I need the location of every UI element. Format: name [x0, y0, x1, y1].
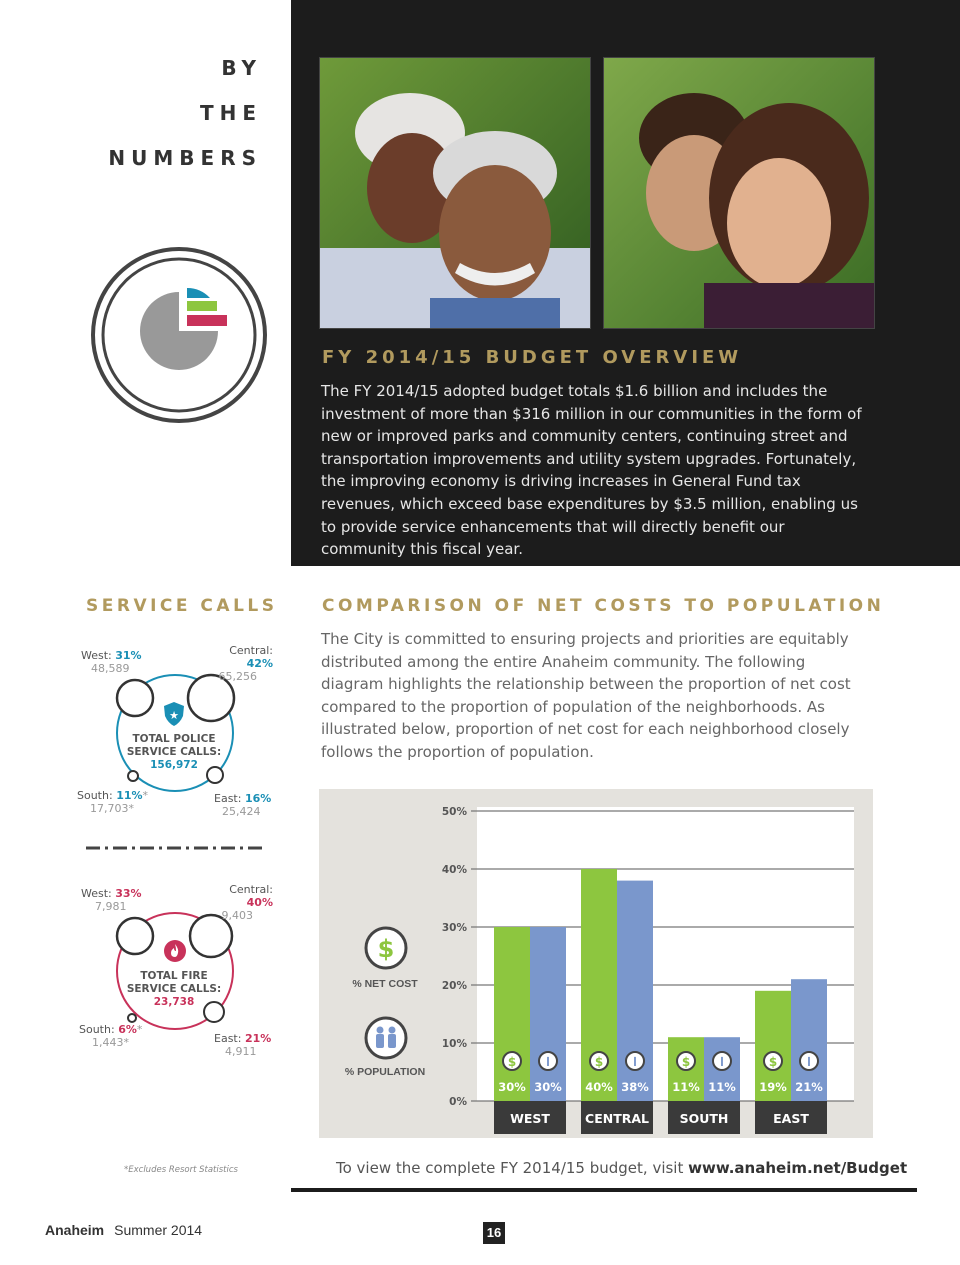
fire-south-star: *	[136, 1023, 143, 1036]
cta-text: To view the complete FY 2014/15 budget, visit	[336, 1159, 689, 1177]
fire-total	[118, 970, 230, 1009]
fire-east-num: 4,911	[225, 1045, 257, 1058]
fire-central-pct: 40%	[246, 896, 273, 909]
pie-chart-badge-icon	[88, 244, 270, 426]
mini-icon-glyph: $	[594, 1055, 604, 1069]
mini-icon-glyph: $	[507, 1055, 517, 1069]
fire-east-pct: 21%	[244, 1032, 272, 1045]
footer-brand: Anaheim	[45, 1222, 105, 1238]
fire-total-line1: TOTAL FIRE	[140, 970, 208, 982]
police-west-num: 48,589	[91, 662, 130, 675]
comparison-body: The City is committed to ensuring projects and priorities are equitably distributed among the entire Anaheim community. The following diagram highlights the relationship between the proportion of net cost compared to the proportion of population of the neighborhoods. As illustrated below, proportion of net cost for each neighborhood closely follows the proportion of population.	[321, 630, 851, 761]
fire-total-value: 23,738	[153, 996, 195, 1008]
fire-east-label: East:	[214, 1032, 242, 1045]
y-tick-label: 20%	[441, 980, 467, 992]
bar-value-label: 30%	[498, 1080, 526, 1094]
overview-body: The FY 2014/15 adopted budget totals $1.6 billion and includes the investment of more than $316 million in our communities in the form of new or improved parks and community centers, continuing street and transportation improvements and utility system upgrades. Fortunately, the improving economy is driving increases in General Fund tax revenues, which exceed base expenditures by $3.5 million, enabling us to provide service enhancements that will directly benefit our community this fiscal year.	[321, 382, 862, 559]
police-west-pct: 31%	[115, 649, 142, 662]
service-calls-title: SERVICE CALLS	[86, 596, 278, 616]
police-shield-icon	[163, 701, 185, 727]
net-cost-bar-chart	[319, 789, 873, 1138]
bar-value-label: 11%	[672, 1080, 700, 1094]
mini-icon-glyph: $	[681, 1055, 691, 1069]
fire-south-label: South:	[79, 1023, 115, 1036]
legend-population: % POPULATION	[344, 1066, 426, 1078]
page-number: 16	[483, 1222, 505, 1244]
x-category-label: SOUTH	[679, 1111, 729, 1126]
police-south-num: 17,703*	[90, 802, 134, 815]
footer-rule	[291, 1188, 917, 1192]
bar	[494, 927, 530, 1101]
seniors-photo	[319, 57, 591, 329]
header-numbers: NUMBERS	[108, 146, 262, 170]
fire-south	[79, 1023, 142, 1049]
svg-text:★: ★	[169, 709, 179, 722]
fire-west	[81, 887, 142, 913]
fire-central-label: Central:	[229, 883, 273, 896]
bar-value-label: 30%	[534, 1080, 562, 1094]
police-south-pct: 11%	[116, 789, 143, 802]
fire-icon	[163, 939, 187, 963]
fire-west-label: West:	[81, 887, 112, 900]
y-tick-label: 50%	[441, 806, 467, 818]
mini-icon-glyph: ꟾ	[546, 1058, 550, 1069]
fire-west-pct: 33%	[115, 887, 142, 900]
y-tick-label: 30%	[441, 922, 467, 934]
bar-value-label: 21%	[795, 1080, 823, 1094]
police-total-line2: SERVICE CALLS:	[126, 746, 222, 758]
footer-issue: Summer 2014	[114, 1222, 203, 1238]
dash-divider	[86, 845, 264, 851]
police-east-num: 25,424	[222, 805, 261, 818]
overview-title: FY 2014/15 BUDGET OVERVIEW	[322, 347, 743, 368]
fire-south-pct: 6%	[118, 1023, 137, 1036]
fire-west-num: 7,981	[95, 900, 127, 913]
mini-icon-glyph: ꟾ	[720, 1058, 724, 1069]
police-east-pct: 16%	[244, 792, 272, 805]
y-tick-label: 0%	[449, 1096, 467, 1108]
x-category-label: CENTRAL	[585, 1111, 649, 1126]
police-total-value: 156,972	[150, 759, 198, 771]
x-category-label: EAST	[773, 1111, 809, 1126]
bar	[530, 927, 566, 1101]
budget-link-line	[336, 1159, 907, 1177]
police-west-label: West:	[81, 649, 112, 662]
fire-south-num: 1,443*	[92, 1036, 129, 1049]
x-category-label: WEST	[510, 1111, 550, 1126]
bar-value-label: 19%	[759, 1080, 787, 1094]
bar-value-label: 40%	[585, 1080, 613, 1094]
police-south-star: *	[142, 789, 149, 802]
header-the: THE	[199, 101, 262, 125]
fire-total-line2: SERVICE CALLS:	[126, 983, 222, 995]
comparison-title: COMPARISON OF NET COSTS TO POPULATION	[322, 596, 885, 616]
bar-value-label: 38%	[621, 1080, 649, 1094]
budget-link[interactable]: www.anaheim.net/Budget	[688, 1159, 908, 1177]
police-south	[77, 789, 148, 815]
footer-left	[45, 1222, 202, 1238]
svg-text:$: $	[377, 935, 395, 963]
header-by: BY	[221, 56, 262, 80]
legend-net-cost: % NET COST	[352, 978, 418, 990]
y-tick-label: 10%	[441, 1038, 467, 1050]
fire-east	[214, 1032, 271, 1058]
mini-icon-glyph: ꟾ	[807, 1058, 811, 1069]
fire-central	[205, 883, 273, 922]
y-tick-label: 40%	[441, 864, 467, 876]
police-south-label: South:	[77, 789, 113, 802]
footnote: *Excludes Resort Statistics	[124, 1165, 238, 1175]
fire-central-num: 9,403	[221, 909, 253, 922]
police-east-label: East:	[214, 792, 242, 805]
police-total-line1: TOTAL POLICE	[132, 733, 216, 745]
police-central-num: 65,256	[218, 670, 257, 683]
police-total	[118, 733, 230, 772]
mini-icon-glyph: $	[768, 1055, 778, 1069]
family-photo	[603, 57, 875, 329]
police-west	[81, 649, 142, 675]
police-central	[205, 644, 273, 683]
police-central-pct: 42%	[246, 657, 273, 670]
bar-value-label: 11%	[708, 1080, 736, 1094]
police-east	[214, 792, 271, 818]
police-central-label: Central:	[229, 644, 273, 657]
mini-icon-glyph: ꟾ	[633, 1058, 637, 1069]
